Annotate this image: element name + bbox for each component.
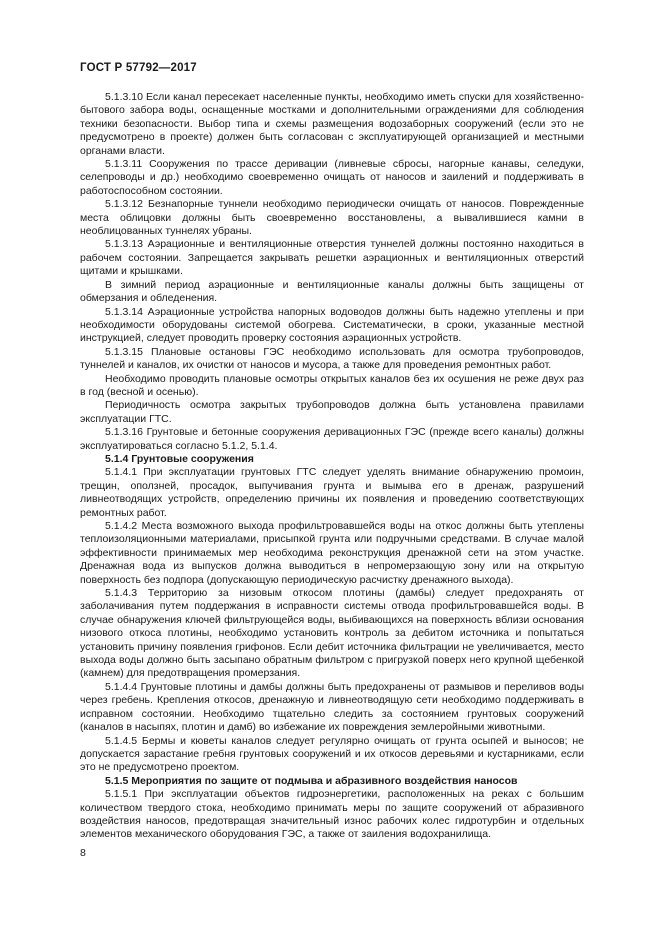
paragraph: 5.1.3.14 Аэрационные устройства напорных водоводов должны быть надежно утеплены и при необходимости оборудованы системой обогрева. Систематически, в сроки, указанные местной инструкцией, следует проводить проверку состояния аэрационных устройств. [80,305,584,345]
section-heading: 5.1.5 Мероприятия по защите от подмыва и абразивного воздействия наносов [105,774,518,787]
paragraph: 5.1.4.2 Места возможного выхода профильтровавшейся воды на откос должны быть утеплены теплоизоляционными материалами, присыпкой грунта или подручными средствами. В случае малой эффективности принимаемых мер необходима реконструкция дренажной сети на этом участке. Дренажная вода из выпусков должна выводиться в непромерзающую зону или на открытую поверхность без подпора (допускающую периодическую расчистку дренажного выхода). [80,520,584,586]
paragraph: 5.1.3.11 Сооружения по трассе деривации (ливневые сбросы, нагорные канавы, селедуки, селепроводы и др.) необходимо своевременно очищать от наносов и заилений и поддерживать в работоспособном состоянии. [80,158,584,197]
paragraph: Периодичность осмотра закрытых трубопроводов должна быть установлена правилами эксплуатации ГТС. [80,399,584,425]
paragraph: В зимний период аэрационные и вентиляционные каналы должны быть защищены от обмерзания и обледенения. [80,278,584,305]
paragraph: 5.1.4.5 Бермы и кюветы каналов следует регулярно очищать от грунта осыпей и выносов; не допускается зарастание гребня грунтовых сооружений и их откосов деревьями и кустарниками, если это не предусмотрено проектом. [80,734,584,774]
paragraph: 5.1.4.4 Грунтовые плотины и дамбы должны быть предохранены от размывов и переливов воды через гребень. Крепления откосов, дренажную и ливнеотводящую сети необходимо поддерживать в исправном состоянии. Необходимо тщательно следить за состоянием грунтовых сооружений (каналов в насыпях, плотин и дамб) во избежание их повреждения землеройными животными. [80,680,584,734]
paragraph: 5.1.5.1 При эксплуатации объектов гидроэнергетики, расположенных на реках с большим количеством твердого стока, необходимо принимать меры по защите сооружений от абразивного воздействия наносов, предотвращая значительный износ рабочих колес гидротурбин и отдельных элементов механического оборудования ГЭС, а также от заиления водохранилища. [80,788,584,841]
paragraph: 5.1.3.10 Если канал пересекает населенные пункты, необходимо иметь спуски для хозяйственно-бытового забора воды, оснащенные мостками и дополнительными ограждениями для соблюдения техники безопасности. Выбор типа и схемы размещения водозаборных сооружений (если это не предусмотрено в проекте) должен быть согласован с эксплуатирующей организацией и местными органами власти. [80,91,584,157]
paragraph: 5.1.3.15 Плановые остановы ГЭС необходимо использовать для осмотра трубопроводов, туннелей и каналов, их очистки от наносов и мусора, а также для проведения ремонтных работ. [80,345,584,372]
document-body [80,91,584,842]
paragraph: 5.1.4.1 При эксплуатации грунтовых ГТС следует уделять внимание обнаружению промоин, трещин, оползней, просадок, выпучивания грунта и вымыва его в дренаж, разрушений ливнеотводящих устройств, определению причины их появления и проведению соответствующих ремонтных работ. [80,466,584,519]
paragraph: Необходимо проводить плановые осмотры открытых каналов без их осушения не реже двух раз в год (весной и осенью). [80,372,584,398]
paragraph: 5.1.4.3 Территорию за низовым откосом плотины (дамбы) следует предохранять от заболачивания путем поддержания в исправности системы отвода профильтровавшейся воды. В случае обнаружения ключей фильтрующейся воды, выбивающихся на поверхность вблизи основания низового откоса плотины, необходимо установить контроль за дебитом источника и попытаться установить причину появления грифонов. Если дебит источника фильтрации не увеличивается, место выхода воды должно быть засыпано обратным фильтром с пригрузкой поверх него крупной щебенкой (камнем) для предотвращения промерзания. [80,587,584,680]
paragraph: 5.1.3.13 Аэрационные и вентиляционные отверстия туннелей должны постоянно находиться в рабочем состоянии. Запрещается закрывать решетки аэрационных и вентиляционных отверстий щитами и крышками. [80,238,584,278]
page-number: 8 [80,847,86,859]
paragraph: 5.1.3.12 Безнапорные туннели необходимо периодически очищать от наносов. Поврежденные места облицовки должны быть своевременно восстановлены, а вывалившиеся камни в необлицованных туннелях убраны. [80,198,584,238]
section-heading: 5.1.4 Грунтовые сооружения [105,452,254,465]
paragraph: 5.1.3.16 Грунтовые и бетонные сооружения деривационных ГЭС (прежде всего каналы) должны эксплуатироваться согласно 5.1.2, 5.1.4. [80,426,584,452]
standard-header: ГОСТ Р 57792—2017 [80,62,197,74]
